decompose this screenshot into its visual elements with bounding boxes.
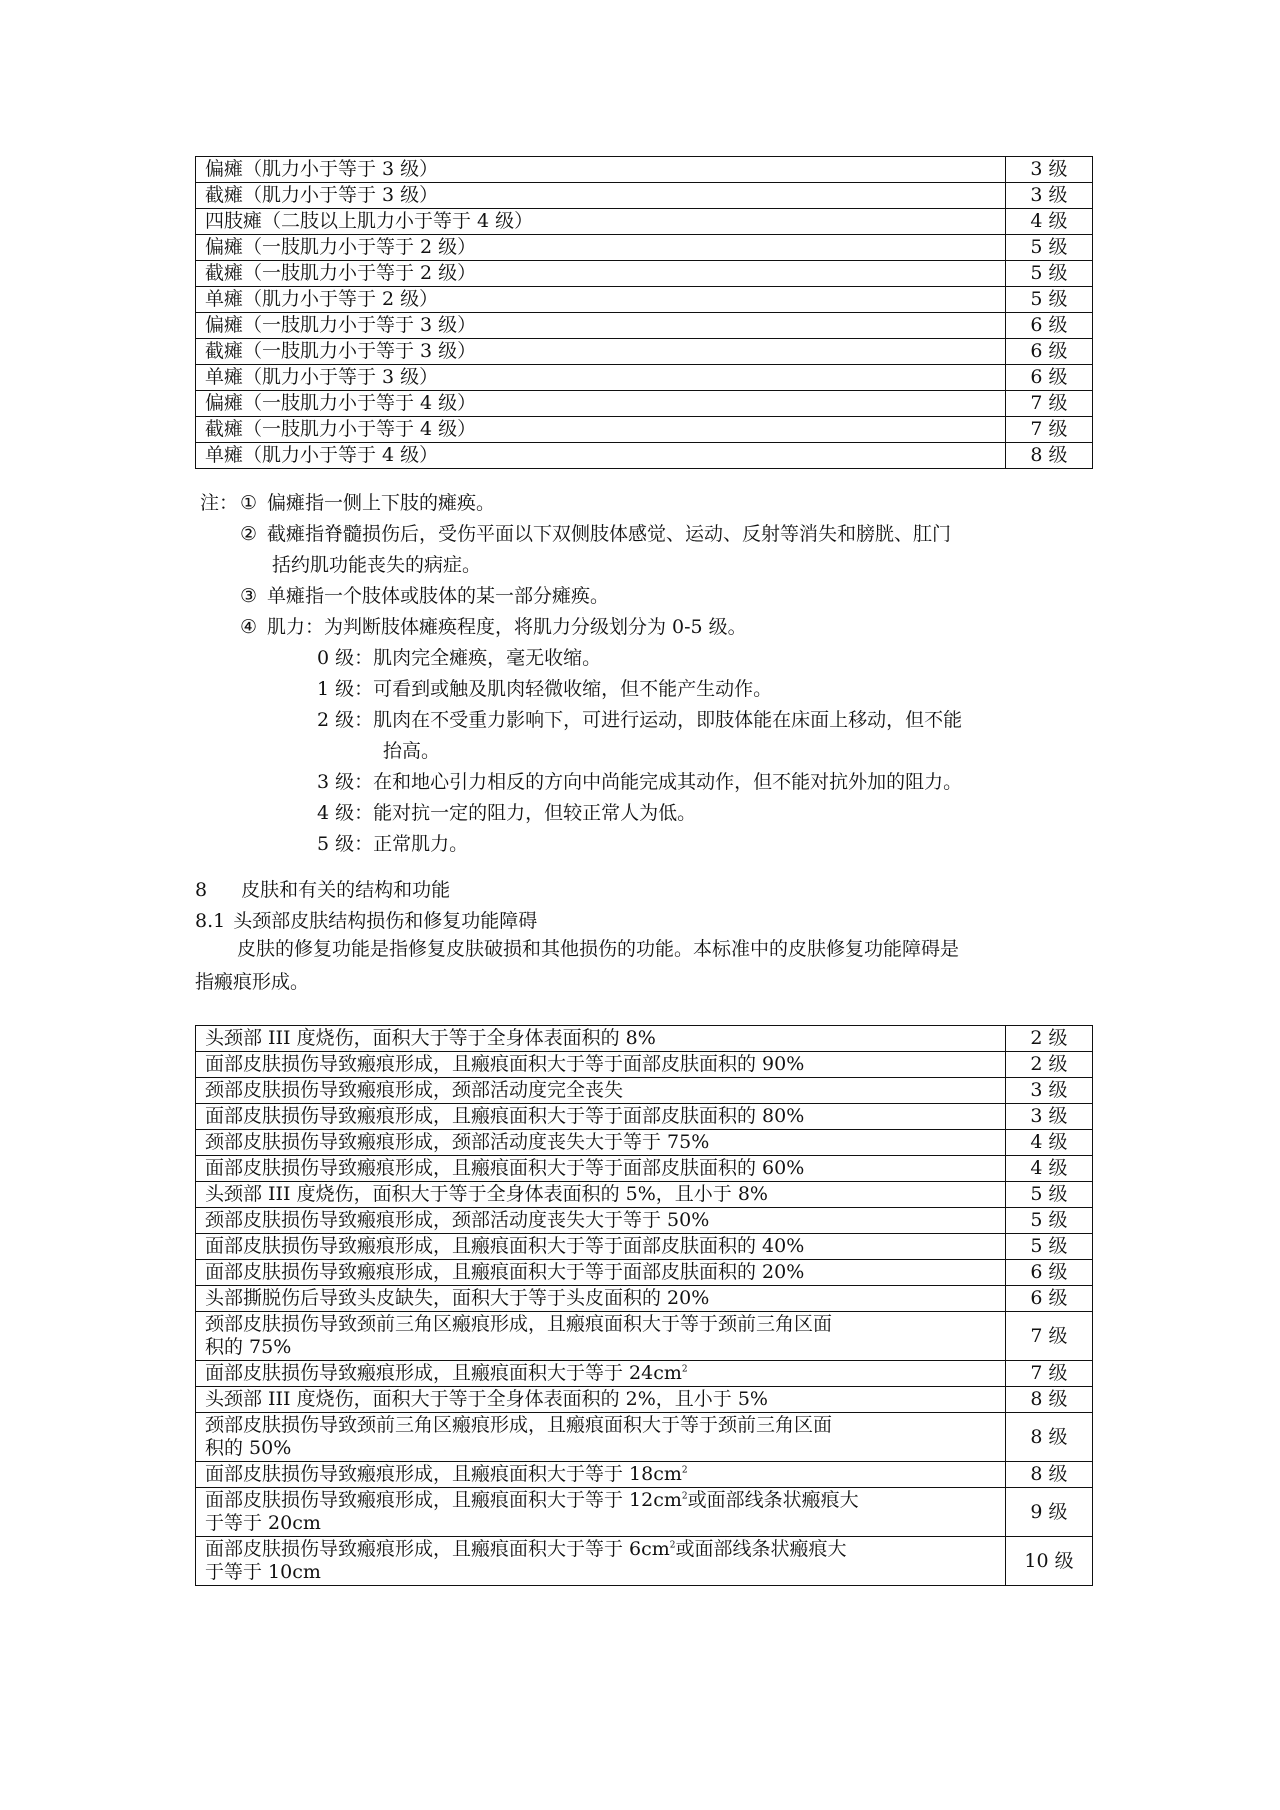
grade-definition: 2 级：肌肉在不受重力影响下，可进行运动，即肢体能在床面上移动，但不能 — [317, 709, 963, 731]
note-text: 单瘫指一个肢体或肢体的某一部分瘫痪。 — [267, 585, 610, 607]
row-grade: 5 级 — [1006, 287, 1093, 313]
table-row — [196, 1387, 1093, 1413]
row-grade: 4 级 — [1006, 1130, 1093, 1156]
grade-definition: 0 级：肌肉完全瘫痪，毫无收缩。 — [317, 647, 602, 669]
row-grade: 3 级 — [1006, 1078, 1093, 1104]
row-description — [196, 1052, 1006, 1078]
row-description: 四肢瘫（二肢以上肌力小于等于 4 级） — [196, 209, 1006, 235]
table-row — [196, 313, 1093, 339]
row-grade: 6 级 — [1006, 313, 1093, 339]
table-row — [196, 209, 1093, 235]
table-row — [196, 1104, 1093, 1130]
row-grade: 6 级 — [1006, 339, 1093, 365]
table-row — [196, 1156, 1093, 1182]
row-grade: 8 级 — [1006, 443, 1093, 469]
paragraph-line: 指瘢痕形成。 — [195, 971, 310, 993]
row-description — [196, 1078, 1006, 1104]
table-row — [196, 1078, 1093, 1104]
row-description: 偏瘫（一肢肌力小于等于 2 级） — [196, 235, 1006, 261]
row-description: 截瘫（一肢肌力小于等于 4 级） — [196, 417, 1006, 443]
row-grade: 6 级 — [1006, 365, 1093, 391]
row-description — [196, 1260, 1006, 1286]
row-grade: 5 级 — [1006, 1208, 1093, 1234]
grade-definition: 3 级：在和地心引力相反的方向中尚能完成其动作，但不能对抗外加的阻力。 — [317, 771, 963, 793]
row-description-line: 头颈部 III 度烧伤，面积大于等于全身体表面积的 2%，且小于 5% — [205, 1388, 768, 1410]
section-title: 头颈部皮肤结构损伤和修复功能障碍 — [233, 910, 538, 932]
row-grade: 3 级 — [1006, 157, 1093, 183]
row-description: 单瘫（肌力小于等于 2 级） — [196, 287, 1006, 313]
row-description: 单瘫（肌力小于等于 4 级） — [196, 443, 1006, 469]
row-description-line: 颈部皮肤损伤导致瘢痕形成，颈部活动度完全丧失 — [205, 1079, 624, 1101]
note-marker: ① — [240, 492, 258, 514]
row-grade: 4 级 — [1006, 1156, 1093, 1182]
table-row — [196, 339, 1093, 365]
section-paragraph — [195, 933, 1095, 999]
row-description-line: 面部皮肤损伤导致瘢痕形成，且瘢痕面积大于等于 $18cm^2$ — [205, 1463, 688, 1485]
row-description-line: 面部皮肤损伤导致瘢痕形成，且瘢痕面积大于等于 $6cm^2$或面部线条状瘢痕大 — [205, 1538, 847, 1560]
section-number: 8 — [195, 879, 208, 901]
row-description-line: 积的 75% — [205, 1336, 292, 1358]
table-row — [196, 1130, 1093, 1156]
section-8-1-heading — [195, 906, 537, 933]
table-row — [196, 365, 1093, 391]
row-description-line: 面部皮肤损伤导致瘢痕形成，且瘢痕面积大于等于面部皮肤面积的 20% — [205, 1261, 805, 1283]
table-row — [196, 261, 1093, 287]
row-grade: 9 级 — [1006, 1488, 1093, 1537]
row-grade: 2 级 — [1006, 1052, 1093, 1078]
paragraph-line: 皮肤的修复功能是指修复皮肤破损和其他损伤的功能。本标准中的皮肤修复功能障碍是 — [237, 938, 960, 960]
grade-definition: 4 级：能对抗一定的阻力，但较正常人为低。 — [317, 802, 697, 824]
row-grade: 8 级 — [1006, 1387, 1093, 1413]
note-text: 截瘫指脊髓损伤后，受伤平面以下双侧肢体感觉、运动、反射等消失和膀胱、肛门 — [267, 523, 952, 545]
note-item — [200, 519, 1100, 550]
skin-scar-grade-table — [195, 1025, 1093, 1586]
row-grade: 4 级 — [1006, 209, 1093, 235]
note-text: 肌力：为判断肢体瘫痪程度，将肌力分级划分为 0-5 级。 — [267, 616, 747, 638]
row-grade: 7 级 — [1006, 1361, 1093, 1387]
note-item — [200, 550, 1100, 581]
row-grade: 7 级 — [1006, 1312, 1093, 1361]
table-row — [196, 1413, 1093, 1462]
table-row — [196, 443, 1093, 469]
row-description — [196, 1387, 1006, 1413]
table-row — [196, 183, 1093, 209]
row-description — [196, 1312, 1006, 1361]
row-description-line: 面部皮肤损伤导致瘢痕形成，且瘢痕面积大于等于 $24cm^2$ — [205, 1362, 688, 1384]
note-item — [200, 581, 1100, 612]
row-description — [196, 1130, 1006, 1156]
table-row — [196, 235, 1093, 261]
note-text: 括约肌功能丧失的病症。 — [272, 554, 482, 576]
row-description-line: 颈部皮肤损伤导致瘢痕形成，颈部活动度丧失大于等于 50% — [205, 1209, 710, 1231]
section-8-heading — [195, 875, 450, 902]
row-description: 单瘫（肌力小于等于 3 级） — [196, 365, 1006, 391]
table-row — [196, 1361, 1093, 1387]
table-row — [196, 1312, 1093, 1361]
row-description-line: 颈部皮肤损伤导致颈前三角区瘢痕形成，且瘢痕面积大于等于颈前三角区面 — [205, 1414, 833, 1436]
row-description: 截瘫（肌力小于等于 3 级） — [196, 183, 1006, 209]
row-description-line: 面部皮肤损伤导致瘢痕形成，且瘢痕面积大于等于 $12cm^2$或面部线条状瘢痕大 — [205, 1489, 859, 1511]
row-grade: 10 级 — [1006, 1537, 1093, 1586]
row-grade: 7 级 — [1006, 417, 1093, 443]
note-item — [200, 488, 1100, 519]
note-marker: ② — [240, 523, 258, 545]
section-number: 8.1 — [195, 910, 226, 932]
row-grade: 3 级 — [1006, 183, 1093, 209]
table-row — [196, 1462, 1093, 1488]
row-grade: 5 级 — [1006, 261, 1093, 287]
row-description — [196, 1413, 1006, 1462]
note-marker: ④ — [240, 616, 258, 638]
note-marker: ③ — [240, 585, 258, 607]
grade-definition: 1 级：可看到或触及肌肉轻微收缩，但不能产生动作。 — [317, 678, 773, 700]
note-item — [200, 612, 1100, 643]
note-text: 偏瘫指一侧上下肢的瘫痪。 — [267, 492, 496, 514]
table-row — [196, 417, 1093, 443]
row-grade: 6 级 — [1006, 1286, 1093, 1312]
row-grade: 2 级 — [1006, 1026, 1093, 1052]
row-grade: 5 级 — [1006, 235, 1093, 261]
row-description-line: 头颈部 III 度烧伤，面积大于等于全身体表面积的 8% — [205, 1027, 656, 1049]
table-row — [196, 287, 1093, 313]
row-description-line: 于等于 10cm — [205, 1561, 321, 1583]
row-description-line: 于等于 20cm — [205, 1512, 321, 1534]
notes-block — [200, 488, 1100, 860]
row-description-line: 颈部皮肤损伤导致瘢痕形成，颈部活动度丧失大于等于 75% — [205, 1131, 710, 1153]
row-description — [196, 1156, 1006, 1182]
grade-definition: 5 级：正常肌力。 — [317, 833, 469, 855]
row-description-line: 头部撕脱伤后导致头皮缺失，面积大于等于头皮面积的 20% — [205, 1287, 710, 1309]
row-description: 偏瘫（一肢肌力小于等于 3 级） — [196, 313, 1006, 339]
row-description — [196, 1182, 1006, 1208]
row-grade: 7 级 — [1006, 391, 1093, 417]
row-description-line: 头颈部 III 度烧伤，面积大于等于全身体表面积的 5%，且小于 8% — [205, 1183, 768, 1205]
table-row — [196, 157, 1093, 183]
notes-label: 注： — [200, 492, 239, 514]
table-row — [196, 1182, 1093, 1208]
row-description — [196, 1462, 1006, 1488]
row-description-line: 面部皮肤损伤导致瘢痕形成，且瘢痕面积大于等于面部皮肤面积的 40% — [205, 1235, 805, 1257]
row-grade: 6 级 — [1006, 1260, 1093, 1286]
table-row — [196, 1052, 1093, 1078]
row-description-line: 面部皮肤损伤导致瘢痕形成，且瘢痕面积大于等于面部皮肤面积的 90% — [205, 1053, 805, 1075]
row-description-line: 面部皮肤损伤导致瘢痕形成，且瘢痕面积大于等于面部皮肤面积的 80% — [205, 1105, 805, 1127]
row-description: 截瘫（一肢肌力小于等于 2 级） — [196, 261, 1006, 287]
row-description-line: 积的 50% — [205, 1437, 292, 1459]
row-description — [196, 1104, 1006, 1130]
row-grade: 8 级 — [1006, 1413, 1093, 1462]
table-row — [196, 391, 1093, 417]
table-row — [196, 1286, 1093, 1312]
row-description — [196, 1361, 1006, 1387]
row-grade: 8 级 — [1006, 1462, 1093, 1488]
row-description-line: 颈部皮肤损伤导致颈前三角区瘢痕形成，且瘢痕面积大于等于颈前三角区面 — [205, 1313, 833, 1335]
row-description — [196, 1488, 1006, 1537]
row-grade: 5 级 — [1006, 1234, 1093, 1260]
row-description — [196, 1286, 1006, 1312]
grade-definition: 抬高。 — [383, 740, 441, 762]
row-grade: 3 级 — [1006, 1104, 1093, 1130]
table-row — [196, 1537, 1093, 1586]
table-row — [196, 1234, 1093, 1260]
row-description: 偏瘫（肌力小于等于 3 级） — [196, 157, 1006, 183]
row-description — [196, 1234, 1006, 1260]
row-grade: 5 级 — [1006, 1182, 1093, 1208]
table-row — [196, 1026, 1093, 1052]
paralysis-grade-table — [195, 156, 1093, 469]
row-description — [196, 1026, 1006, 1052]
table-row — [196, 1208, 1093, 1234]
row-description — [196, 1208, 1006, 1234]
row-description-line: 面部皮肤损伤导致瘢痕形成，且瘢痕面积大于等于面部皮肤面积的 60% — [205, 1157, 805, 1179]
table-row — [196, 1260, 1093, 1286]
table-row — [196, 1488, 1093, 1537]
row-description — [196, 1537, 1006, 1586]
row-description: 偏瘫（一肢肌力小于等于 4 级） — [196, 391, 1006, 417]
row-description: 截瘫（一肢肌力小于等于 3 级） — [196, 339, 1006, 365]
section-title: 皮肤和有关的结构和功能 — [241, 879, 451, 901]
